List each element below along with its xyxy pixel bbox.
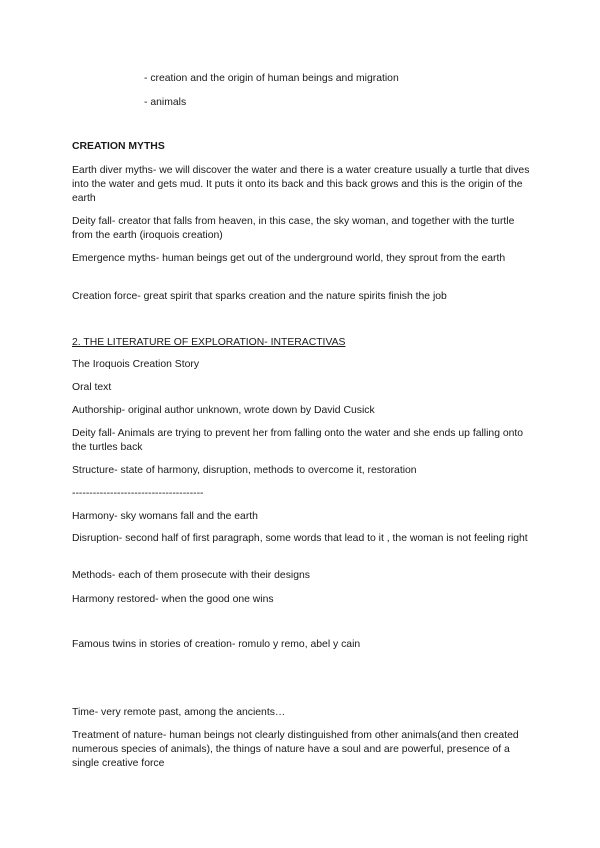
line-oral-text: Oral text <box>72 382 112 393</box>
paragraph-time: Time- very remote past, among the ancients… <box>72 707 286 718</box>
divider-dashes: -------------------------------------- <box>72 488 204 499</box>
line-structure: Structure- state of harmony, disruption, methods to overcome it, restoration <box>72 465 417 476</box>
line-authorship: Authorship- original author unknown, wrote down by David Cusick <box>72 405 375 416</box>
section-heading-creation-myths: CREATION MYTHS <box>72 141 165 152</box>
paragraph-deity-fall: Deity fall- creator that falls from heaven, in this case, the sky woman, and together with the turtle from the earth (iroquois creation) <box>72 216 515 241</box>
bullet-animals: - animals <box>144 97 187 108</box>
paragraph-emergence: Emergence myths- human beings get out of the underground world, they sprout from the earth <box>72 253 506 264</box>
section-heading-literature-exploration: 2. THE LITERATURE OF EXPLORATION- INTERACTIVAS <box>72 337 346 348</box>
paragraph-famous-twins: Famous twins in stories of creation- romulo y remo, abel y cain <box>72 639 361 650</box>
bullet-creation-origin: - creation and the origin of human beings and migration <box>144 73 399 84</box>
line-iroquois-story: The Iroquois Creation Story <box>72 359 200 370</box>
line-harmony-restored: Harmony restored- when the good one wins <box>72 594 274 605</box>
paragraph-treatment-nature: Treatment of nature- human beings not clearly distinguished from other animals(and then created numerous species of animals), the things of nature have a soul and are powerful, presence of a single creative force <box>72 730 519 769</box>
paragraph-earth-diver: Earth diver myths- we will discover the water and there is a water creature usually a turtle that dives into the water and gets mud. It puts it onto its back and this back grows and this is the origin of the earth <box>72 165 530 204</box>
line-harmony: Harmony- sky womans fall and the earth <box>72 511 258 522</box>
line-disruption: Disruption- second half of first paragraph, some words that lead to it , the woman is not feeling right <box>72 533 528 544</box>
paragraph-creation-force: Creation force- great spirit that sparks creation and the nature spirits finish the job <box>72 291 447 302</box>
line-deity-fall: Deity fall- Animals are trying to prevent her from falling onto the water and she ends up falling onto the turtles back <box>72 428 524 453</box>
line-methods: Methods- each of them prosecute with their designs <box>72 570 310 581</box>
